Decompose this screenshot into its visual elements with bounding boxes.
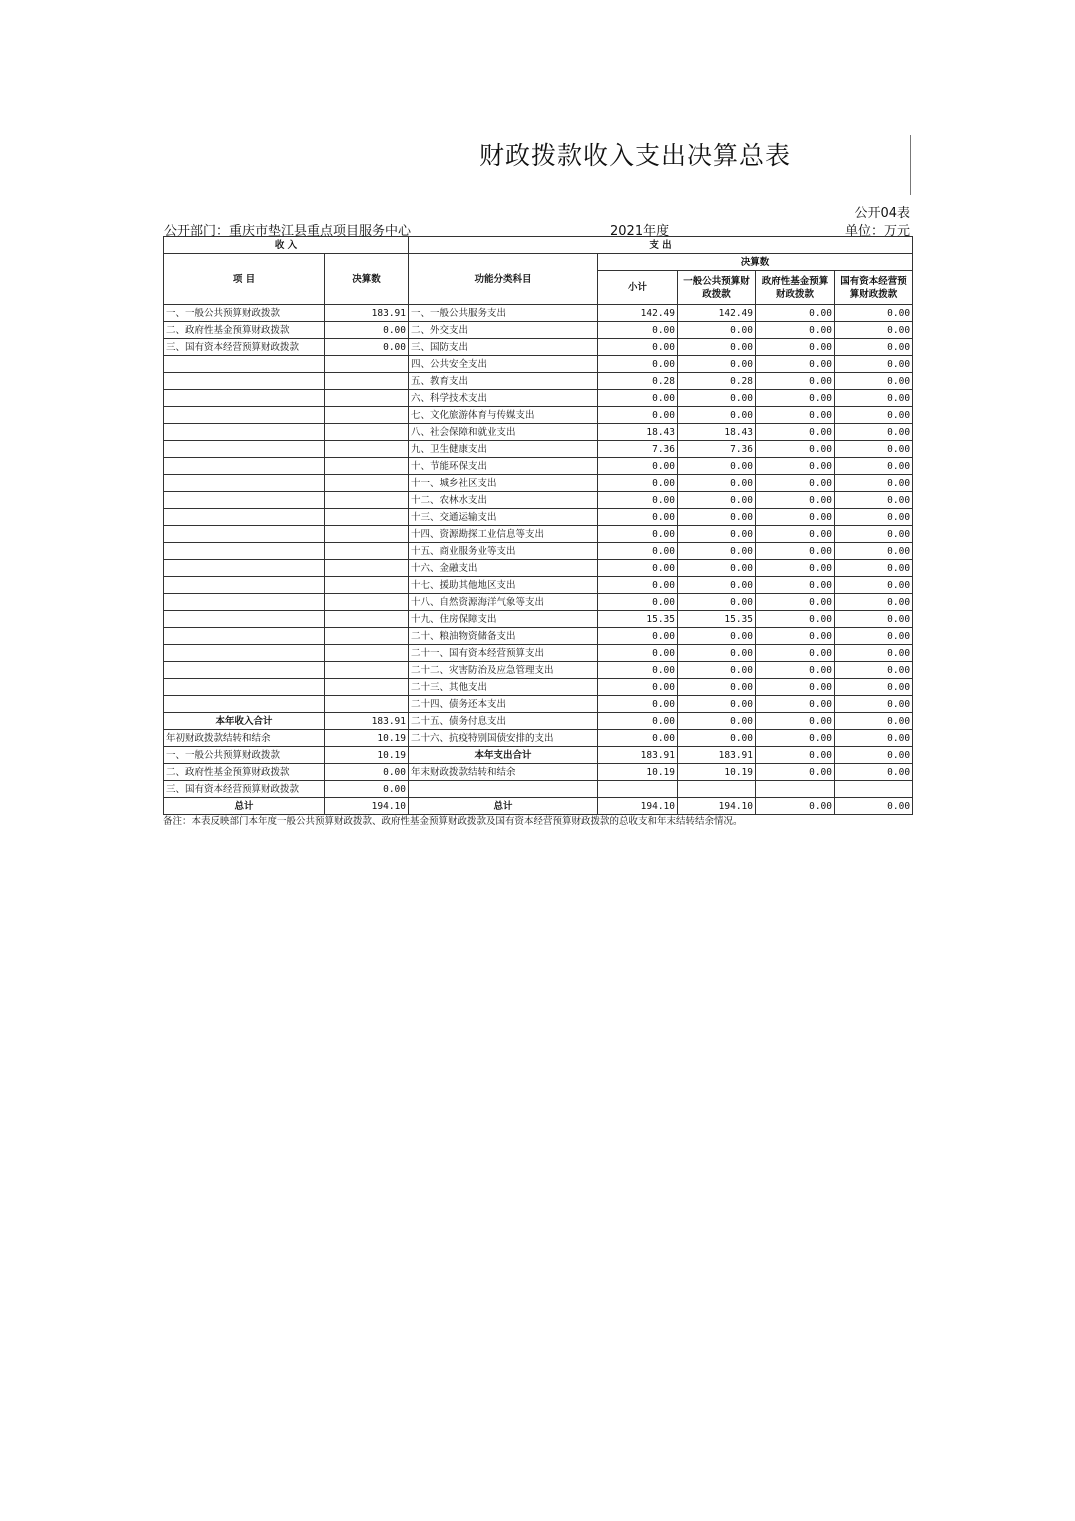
income-item-cell [164,594,325,611]
expense-item-cell: 二十五、债务付息支出 [409,713,598,730]
gov-fund-cell: 0.00 [756,339,835,356]
expense-item-cell: 十二、农林水支出 [409,492,598,509]
income-amount-cell [325,475,409,492]
unit-label: 单位：万元 [844,224,910,239]
income-item-cell: 本年收入合计 [164,713,325,730]
expense-item-cell: 二、外交支出 [409,322,598,339]
gov-fund-cell: 0.00 [756,305,835,322]
expense-item-cell: 五、教育支出 [409,373,598,390]
state-capital-cell: 0.00 [835,458,913,475]
subtotal-cell: 0.00 [598,509,678,526]
expense-item-cell: 十八、自然资源海洋气象等支出 [409,594,598,611]
table-row [164,679,913,696]
general-public-cell: 10.19 [678,764,756,781]
table-row [164,458,913,475]
expense-item-cell: 十、节能环保支出 [409,458,598,475]
gov-fund-cell: 0.00 [756,509,835,526]
state-capital-cell: 0.00 [835,441,913,458]
subtotal-cell: 0.00 [598,407,678,424]
subtotal-cell: 0.00 [598,679,678,696]
income-item-cell [164,645,325,662]
expense-item-cell: 一、一般公共服务支出 [409,305,598,322]
general-public-cell: 0.00 [678,730,756,747]
general-public-cell: 0.00 [678,475,756,492]
income-amount-cell: 183.91 [325,713,409,730]
subtotal-cell: 0.28 [598,373,678,390]
state-capital-cell: 0.00 [835,356,913,373]
subtotal-cell: 7.36 [598,441,678,458]
subtotal-cell: 0.00 [598,713,678,730]
appropriation-table [163,236,913,815]
income-item-cell [164,628,325,645]
table-row [164,526,913,543]
subtotal-cell: 0.00 [598,492,678,509]
income-amount-cell: 0.00 [325,322,409,339]
general-public-cell [678,781,756,798]
income-amount-cell [325,407,409,424]
income-item-cell: 一、一般公共预算财政拨款 [164,305,325,322]
table-row [164,492,913,509]
income-item-cell [164,390,325,407]
income-item-cell [164,526,325,543]
subtotal-cell: 0.00 [598,577,678,594]
general-public-cell: 0.00 [678,543,756,560]
state-capital-cell: 0.00 [835,373,913,390]
year-label: 2021年度 [610,224,670,239]
gov-fund-cell: 0.00 [756,424,835,441]
gov-fund-cell: 0.00 [756,475,835,492]
income-amount-cell [325,390,409,407]
expense-item-cell: 年末财政拨款结转和结余 [409,764,598,781]
income-item-cell [164,560,325,577]
gov-fund-cell: 0.00 [756,798,835,815]
gov-fund-cell: 0.00 [756,543,835,560]
state-capital-cell [835,781,913,798]
subtotal-cell: 0.00 [598,662,678,679]
income-amount-cell [325,662,409,679]
general-public-cell: 0.00 [678,713,756,730]
table-row [164,356,913,373]
general-public-cell: 0.00 [678,560,756,577]
income-amount-cell [325,424,409,441]
state-capital-cell: 0.00 [835,305,913,322]
state-capital-cell: 0.00 [835,509,913,526]
state-capital-cell: 0.00 [835,798,913,815]
income-item-cell [164,356,325,373]
general-public-cell: 0.00 [678,390,756,407]
general-public-cell: 0.00 [678,662,756,679]
state-capital-cell: 0.00 [835,679,913,696]
state-capital-cell: 0.00 [835,526,913,543]
subtotal-cell: 10.19 [598,764,678,781]
expense-item-cell: 十五、商业服务业等支出 [409,543,598,560]
state-capital-cell: 0.00 [835,424,913,441]
gov-fund-cell: 0.00 [756,441,835,458]
general-public-cell: 0.00 [678,492,756,509]
general-public-cell: 0.00 [678,339,756,356]
general-public-cell: 183.91 [678,747,756,764]
expense-item-cell: 二十三、其他支出 [409,679,598,696]
gov-fund-cell: 0.00 [756,390,835,407]
form-number: 公开04表 [854,206,910,221]
state-capital-cell: 0.00 [835,475,913,492]
income-amount-cell [325,492,409,509]
table-row [164,594,913,611]
income-amount-cell [325,611,409,628]
table-row [164,322,913,339]
table-row [164,560,913,577]
general-public-cell: 0.00 [678,679,756,696]
income-amount-cell [325,696,409,713]
general-public-cell: 194.10 [678,798,756,815]
general-public-cell: 0.00 [678,407,756,424]
table-row [164,577,913,594]
general-public-cell: 0.28 [678,373,756,390]
state-capital-cell: 0.00 [835,747,913,764]
income-amount-cell [325,441,409,458]
gov-fund-cell: 0.00 [756,560,835,577]
income-item-cell: 总计 [164,798,325,815]
subtotal-cell: 0.00 [598,526,678,543]
income-item-cell [164,492,325,509]
gov-fund-cell: 0.00 [756,713,835,730]
state-capital-cell: 0.00 [835,322,913,339]
table-row [164,798,913,815]
gov-fund-cell: 0.00 [756,730,835,747]
expense-item-cell: 二十六、抗疫特别国债安排的支出 [409,730,598,747]
general-public-cell: 0.00 [678,356,756,373]
table-row [164,305,913,322]
state-capital-cell: 0.00 [835,662,913,679]
income-amount-cell [325,509,409,526]
subtotal-cell: 0.00 [598,339,678,356]
income-amount-cell: 0.00 [325,764,409,781]
table-row [164,407,913,424]
table-row [164,390,913,407]
general-public-cell: 0.00 [678,594,756,611]
table-row [164,781,913,798]
gov-fund-cell: 0.00 [756,407,835,424]
income-item-cell [164,696,325,713]
table-row [164,373,913,390]
general-public-cell: 0.00 [678,577,756,594]
table-row [164,475,913,492]
subtotal-cell: 0.00 [598,730,678,747]
income-amount-cell [325,577,409,594]
subtotal-cell: 0.00 [598,458,678,475]
table-row [164,645,913,662]
expense-item-cell: 二十二、灾害防治及应急管理支出 [409,662,598,679]
general-public-cell: 15.35 [678,611,756,628]
general-public-header: 一般公共预算财政拨款 [678,271,756,305]
state-capital-cell: 0.00 [835,543,913,560]
income-item-cell [164,577,325,594]
subtotal-cell: 0.00 [598,696,678,713]
income-amount-cell [325,560,409,577]
final-amount-header: 决算数 [325,254,409,305]
state-capital-header: 国有资本经营预算财政拨款 [835,271,913,305]
income-item-cell: 二、政府性基金预算财政拨款 [164,322,325,339]
function-category-header: 功能分类科目 [409,254,598,305]
gov-fund-cell: 0.00 [756,577,835,594]
table-row [164,662,913,679]
expense-item-cell: 六、科学技术支出 [409,390,598,407]
general-public-cell: 142.49 [678,305,756,322]
income-item-cell: 一、一般公共预算财政拨款 [164,747,325,764]
income-item-cell [164,662,325,679]
income-item-cell [164,611,325,628]
subtotal-cell: 0.00 [598,475,678,492]
income-item-cell [164,509,325,526]
subtotal-cell: 15.35 [598,611,678,628]
general-public-cell: 0.00 [678,322,756,339]
subtotal-cell: 0.00 [598,390,678,407]
income-amount-cell [325,373,409,390]
subtotal-cell: 0.00 [598,645,678,662]
gov-fund-cell: 0.00 [756,611,835,628]
table-row [164,543,913,560]
gov-fund-cell: 0.00 [756,373,835,390]
subtotal-cell: 194.10 [598,798,678,815]
subtotal-cell: 0.00 [598,322,678,339]
expense-item-cell: 十七、援助其他地区支出 [409,577,598,594]
gov-fund-cell [756,781,835,798]
subtotal-cell [598,781,678,798]
income-item-cell [164,679,325,696]
expense-header: 支 出 [409,237,913,254]
general-public-cell: 0.00 [678,645,756,662]
income-item-cell [164,441,325,458]
table-row [164,611,913,628]
subtotal-cell: 0.00 [598,594,678,611]
general-public-cell: 0.00 [678,696,756,713]
gov-fund-cell: 0.00 [756,356,835,373]
income-item-cell [164,458,325,475]
income-amount-cell: 10.19 [325,747,409,764]
gov-fund-cell: 0.00 [756,662,835,679]
general-public-cell: 18.43 [678,424,756,441]
expense-item-cell: 四、公共安全支出 [409,356,598,373]
expense-item-cell: 七、文化旅游体育与传媒支出 [409,407,598,424]
table-row [164,713,913,730]
general-public-cell: 7.36 [678,441,756,458]
state-capital-cell: 0.00 [835,407,913,424]
general-public-cell: 0.00 [678,526,756,543]
state-capital-cell: 0.00 [835,696,913,713]
income-item-cell: 年初财政拨款结转和结余 [164,730,325,747]
income-item-cell: 三、国有资本经营预算财政拨款 [164,781,325,798]
expense-item-cell: 十六、金融支出 [409,560,598,577]
subtotal-cell: 0.00 [598,560,678,577]
general-public-cell: 0.00 [678,628,756,645]
general-public-cell: 0.00 [678,458,756,475]
income-amount-cell [325,645,409,662]
gov-fund-cell: 0.00 [756,492,835,509]
state-capital-cell: 0.00 [835,628,913,645]
gov-fund-cell: 0.00 [756,645,835,662]
gov-fund-cell: 0.00 [756,628,835,645]
state-capital-cell: 0.00 [835,492,913,509]
department-label: 公开部门：重庆市垫江县重点项目服务中心 [164,224,412,239]
expense-item-cell: 十一、城乡社区支出 [409,475,598,492]
expense-item-cell: 三、国防支出 [409,339,598,356]
gov-fund-cell: 0.00 [756,696,835,713]
table-row [164,424,913,441]
subtotal-cell: 0.00 [598,356,678,373]
state-capital-cell: 0.00 [835,713,913,730]
state-capital-cell: 0.00 [835,339,913,356]
subtotal-cell: 142.49 [598,305,678,322]
state-capital-cell: 0.00 [835,730,913,747]
gov-fund-cell: 0.00 [756,764,835,781]
table-row [164,339,913,356]
gov-fund-cell: 0.00 [756,458,835,475]
gov-fund-header: 政府性基金预算财政拨款 [756,271,835,305]
income-item-cell: 二、政府性基金预算财政拨款 [164,764,325,781]
income-item-cell: 三、国有资本经营预算财政拨款 [164,339,325,356]
gov-fund-cell: 0.00 [756,322,835,339]
expense-item-cell: 八、社会保障和就业支出 [409,424,598,441]
income-item-cell [164,424,325,441]
income-item-cell [164,373,325,390]
subtotal-cell: 183.91 [598,747,678,764]
table-row [164,441,913,458]
state-capital-cell: 0.00 [835,390,913,407]
table-row [164,696,913,713]
subtotal-cell: 0.00 [598,543,678,560]
table-row [164,730,913,747]
expense-item-cell: 总计 [409,798,598,815]
final-amount-group-header: 决算数 [598,254,913,271]
table-row [164,509,913,526]
expense-item-cell: 九、卫生健康支出 [409,441,598,458]
footnote: 备注：本表反映部门本年度一般公共预算财政拨款、政府性基金预算财政拨款及国有资本经营预算财政拨款的总收支和年末结转结余情况。 [163,816,743,827]
expense-item-cell: 本年支出合计 [409,747,598,764]
expense-item-cell: 二十四、债务还本支出 [409,696,598,713]
state-capital-cell: 0.00 [835,611,913,628]
income-amount-cell: 0.00 [325,339,409,356]
gov-fund-cell: 0.00 [756,747,835,764]
expense-item-cell: 二十一、国有资本经营预算支出 [409,645,598,662]
income-header: 收 入 [164,237,409,254]
subtotal-cell: 18.43 [598,424,678,441]
item-header: 项 目 [164,254,325,305]
income-amount-cell: 10.19 [325,730,409,747]
expense-item-cell: 十三、交通运输支出 [409,509,598,526]
general-public-cell: 0.00 [678,509,756,526]
table-row [164,747,913,764]
page-title: 财政拨款收入支出决算总表 [478,141,791,170]
income-item-cell [164,407,325,424]
state-capital-cell: 0.00 [835,560,913,577]
subtotal-header: 小计 [598,271,678,305]
state-capital-cell: 0.00 [835,594,913,611]
income-amount-cell: 194.10 [325,798,409,815]
income-amount-cell: 183.91 [325,305,409,322]
income-amount-cell [325,594,409,611]
income-amount-cell [325,679,409,696]
income-amount-cell: 0.00 [325,781,409,798]
state-capital-cell: 0.00 [835,764,913,781]
income-amount-cell [325,543,409,560]
income-item-cell [164,475,325,492]
expense-item-cell [409,781,598,798]
expense-item-cell: 十四、资源勘探工业信息等支出 [409,526,598,543]
expense-item-cell: 十九、住房保障支出 [409,611,598,628]
margin-line [910,135,911,195]
subtotal-cell: 0.00 [598,628,678,645]
income-amount-cell [325,356,409,373]
income-amount-cell [325,628,409,645]
income-amount-cell [325,526,409,543]
expense-item-cell: 二十、粮油物资储备支出 [409,628,598,645]
gov-fund-cell: 0.00 [756,526,835,543]
state-capital-cell: 0.00 [835,645,913,662]
income-item-cell [164,543,325,560]
table-row [164,764,913,781]
gov-fund-cell: 0.00 [756,679,835,696]
table-row [164,628,913,645]
gov-fund-cell: 0.00 [756,594,835,611]
income-amount-cell [325,458,409,475]
state-capital-cell: 0.00 [835,577,913,594]
